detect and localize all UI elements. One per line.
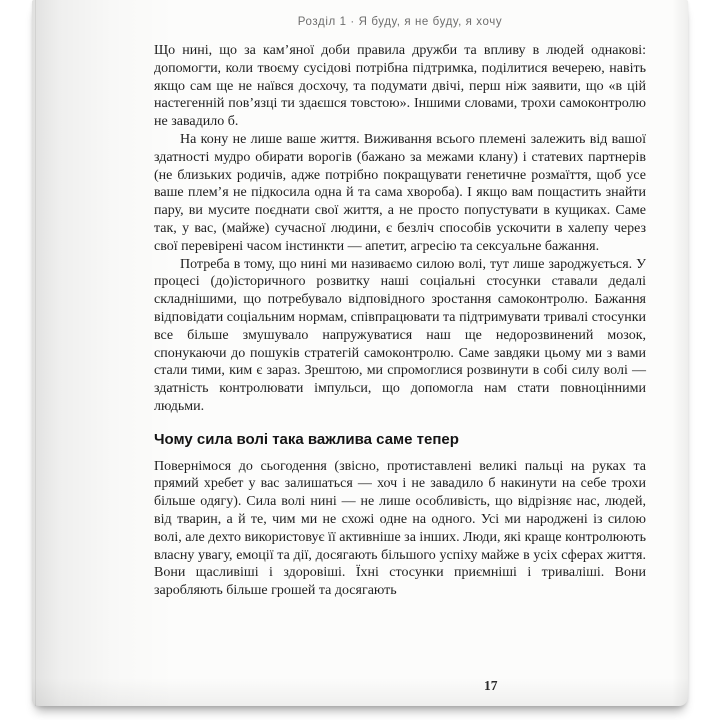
body-paragraph: Повернімося до сьогодення (звісно, протиставлені великі пальці на руках та прямий хребет у вас залишаться — хоч і не завадило б накинути на себе трохи більше одягу). Сила волі нині — не лише особливість, що відрізняє нас, людей, від тварин, а й те, чим ми не схожі одне на одного. Усі ми народжені із силою волі, але дехто використовує її активніше за інших. Люди, які краще контролюють власну увагу, емоції та дії, досягають більшого успіху майже в усіх сферах життя. Вони щасливіші і здоровіші. Їхні стосунки приємніші і триваліші. Вони заробляють більше грошей та досягають <box>154 458 646 599</box>
page-number: 17 <box>484 678 498 693</box>
body-paragraph: Що нині, що за кам’яної доби правила дружби та впливу в людей однакові: допомогти, коли твоєму сусідові потрібна підтримка, поділитися вечерею, навіть якщо сам ще не наївся досхочу, та подумати двічі, перш ніж заявити, що «в цій настегенній пов’язці ти здаєшся товстою». Іншими словами, трохи самоконтролю не завадило б. <box>154 43 646 130</box>
running-header: Розділ 1 · Я буду, я не буду, я хочу <box>297 16 503 28</box>
text-block <box>154 42 646 600</box>
body-paragraph: На кону не лише ваше життя. Виживання всього племені залежить від вашої здатності мудро обирати ворогів (бажано за межами клану) і статевих партнерів (не близьких родичів, адже потрібно покращувати генетичне розмаїття, щоб усе ваше плем’я не підкосила одна й та сама хвороба). І якщо вам пощастить знайти пару, ви мусите поєднати свої життя, а не просто попустувати в кущиках. Саме так, у вас, (майже) сучасної людини, є безліч способів ускочити в халепу через свої перевірені часом інстинкти — апетит, агресію та сексуальне бажання. <box>154 131 646 254</box>
section-heading: Чому сила волі така важлива саме тепер <box>154 430 459 448</box>
body-paragraph: Потреба в тому, що нині ми називаємо силою волі, тут лише зароджується. У процесі (до)історичного розвитку наші соціальні стосунки ставали дедалі складнішими, що потребувало відповідного зростання самоконтролю. Бажання відповідати соціальним нормам, співпрацювати та підтримувати тривалі стосунки все більше змушувало напружуватися наш ще недорозвинений мозок, спонукаючи до пошуків стратегій самоконтролю. Саме завдяки цьому ми з вами стали тими, ким є зараз. Зрештою, ми спромоглися розвинути в собі силу волі — здатність контролювати імпульси, що допомогла нам стати повноцінними людьми. <box>154 256 646 414</box>
book-page <box>32 0 688 706</box>
page-spine-edge <box>35 0 36 706</box>
